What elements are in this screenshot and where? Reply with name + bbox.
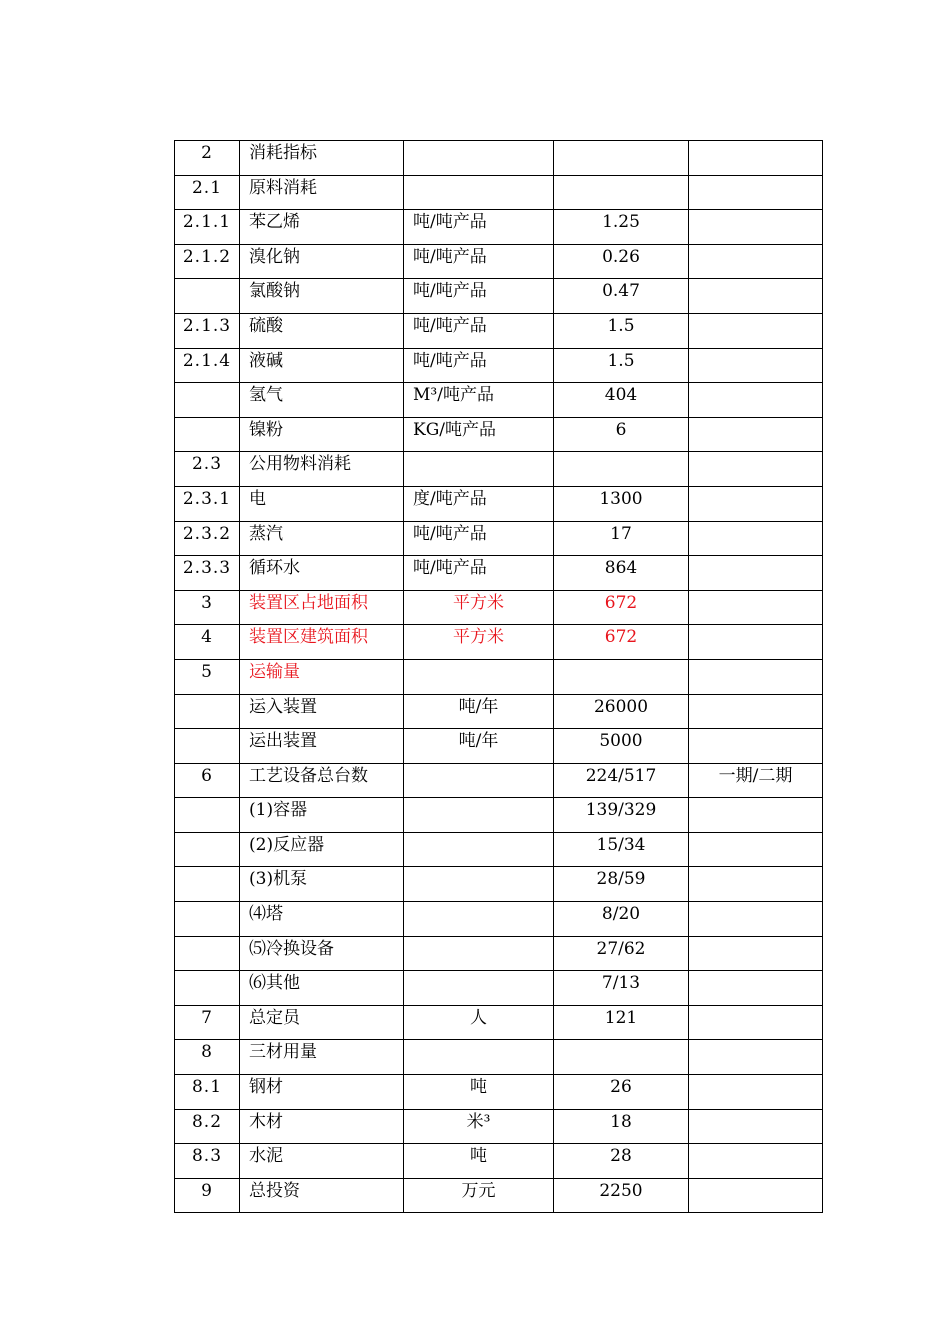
item-name-cell: 总定员 [240,1005,404,1040]
unit-cell: 吨/吨产品 [404,244,554,279]
note-cell [689,486,823,521]
value-cell: 0.47 [554,279,689,314]
note-cell [689,1075,823,1110]
item-name-cell: 循环水 [240,556,404,591]
item-name-cell: ⑹其他 [240,971,404,1006]
item-name-cell: 苯乙烯 [240,210,404,245]
note-cell [689,590,823,625]
note-cell [689,210,823,245]
note-cell [689,625,823,660]
item-name-cell: 总投资 [240,1178,404,1213]
unit-cell [404,971,554,1006]
unit-cell: 米³ [404,1109,554,1144]
table-row [175,763,823,798]
item-name-cell: 液碱 [240,348,404,383]
table-row [175,210,823,245]
value-cell: 121 [554,1005,689,1040]
row-number-cell [175,383,240,418]
note-cell [689,141,823,176]
unit-cell: 吨/吨产品 [404,210,554,245]
note-cell [689,1144,823,1179]
table-row [175,832,823,867]
unit-cell: 人 [404,1005,554,1040]
table-row [175,659,823,694]
value-cell: 139/329 [554,798,689,833]
table-row [175,867,823,902]
row-number-cell: 2.1.2 [175,244,240,279]
table-row [175,141,823,176]
table-row [175,417,823,452]
table-row [175,971,823,1006]
value-cell: 27/62 [554,936,689,971]
row-number-cell [175,798,240,833]
value-cell: 2250 [554,1178,689,1213]
unit-cell [404,832,554,867]
note-cell [689,659,823,694]
row-number-cell [175,417,240,452]
value-cell: 0.26 [554,244,689,279]
row-number-cell: 8.3 [175,1144,240,1179]
unit-cell: 吨/吨产品 [404,348,554,383]
table-row [175,694,823,729]
unit-cell: KG/吨产品 [404,417,554,452]
table-row [175,313,823,348]
value-cell: 1.5 [554,313,689,348]
value-cell: 17 [554,521,689,556]
item-name-cell: ⑸冷换设备 [240,936,404,971]
value-cell [554,1040,689,1075]
value-cell: 864 [554,556,689,591]
item-name-cell: 氯酸钠 [240,279,404,314]
item-name-cell: (2)反应器 [240,832,404,867]
unit-cell: 吨/吨产品 [404,556,554,591]
item-name-cell: 钢材 [240,1075,404,1110]
note-cell [689,867,823,902]
item-name-cell: 电 [240,486,404,521]
unit-cell [404,902,554,937]
row-number-cell: 3 [175,590,240,625]
unit-cell: 吨/年 [404,729,554,764]
row-number-cell [175,279,240,314]
value-cell: 7/13 [554,971,689,1006]
table-row [175,1178,823,1213]
note-cell [689,1005,823,1040]
value-cell: 1.25 [554,210,689,245]
value-cell: 5000 [554,729,689,764]
note-cell [689,902,823,937]
unit-cell: 万元 [404,1178,554,1213]
note-cell [689,348,823,383]
note-cell [689,1040,823,1075]
value-cell: 18 [554,1109,689,1144]
item-name-cell: 消耗指标 [240,141,404,176]
table-row [175,279,823,314]
item-name-cell: 硫酸 [240,313,404,348]
note-cell [689,936,823,971]
unit-cell: 平方米 [404,590,554,625]
item-name-cell: (1)容器 [240,798,404,833]
unit-cell [404,659,554,694]
row-number-cell [175,867,240,902]
unit-cell [404,141,554,176]
note-cell: 一期/二期 [689,763,823,798]
unit-cell: 吨/吨产品 [404,521,554,556]
value-cell: 224/517 [554,763,689,798]
unit-cell [404,798,554,833]
item-name-cell: 镍粉 [240,417,404,452]
unit-cell: 吨 [404,1144,554,1179]
unit-cell: 吨 [404,1075,554,1110]
item-name-cell: 氢气 [240,383,404,418]
table-row [175,383,823,418]
item-name-cell: 木材 [240,1109,404,1144]
note-cell [689,417,823,452]
row-number-cell: 8.2 [175,1109,240,1144]
value-cell: 672 [554,625,689,660]
item-name-cell: 装置区建筑面积 [240,625,404,660]
row-number-cell [175,832,240,867]
unit-cell: 吨/吨产品 [404,279,554,314]
row-number-cell: 2 [175,141,240,176]
value-cell: 15/34 [554,832,689,867]
item-name-cell: 三材用量 [240,1040,404,1075]
table-row [175,590,823,625]
note-cell [689,244,823,279]
unit-cell [404,452,554,487]
table-row [175,556,823,591]
value-cell: 1300 [554,486,689,521]
table-row [175,348,823,383]
value-cell [554,659,689,694]
row-number-cell: 2.1.1 [175,210,240,245]
note-cell [689,521,823,556]
row-number-cell: 9 [175,1178,240,1213]
value-cell: 6 [554,417,689,452]
item-name-cell: 原料消耗 [240,175,404,210]
table-row [175,452,823,487]
table-row [175,1005,823,1040]
item-name-cell: 运出装置 [240,729,404,764]
item-name-cell: 运入装置 [240,694,404,729]
value-cell: 28/59 [554,867,689,902]
table-row [175,936,823,971]
row-number-cell [175,694,240,729]
note-cell [689,1178,823,1213]
note-cell [689,452,823,487]
row-number-cell: 2.3.3 [175,556,240,591]
unit-cell [404,175,554,210]
value-cell: 26000 [554,694,689,729]
table-row [175,798,823,833]
value-cell: 28 [554,1144,689,1179]
item-name-cell: 溴化钠 [240,244,404,279]
value-cell [554,175,689,210]
unit-cell [404,936,554,971]
row-number-cell: 6 [175,763,240,798]
unit-cell: 度/吨产品 [404,486,554,521]
table-row [175,486,823,521]
unit-cell [404,1040,554,1075]
note-cell [689,694,823,729]
item-name-cell: 公用物料消耗 [240,452,404,487]
note-cell [689,729,823,764]
row-number-cell: 8 [175,1040,240,1075]
table-row [175,1075,823,1110]
row-number-cell: 4 [175,625,240,660]
row-number-cell: 2.3.2 [175,521,240,556]
value-cell: 26 [554,1075,689,1110]
unit-cell: M³/吨产品 [404,383,554,418]
table-row [175,175,823,210]
note-cell [689,383,823,418]
note-cell [689,279,823,314]
row-number-cell: 8.1 [175,1075,240,1110]
item-name-cell: 装置区占地面积 [240,590,404,625]
row-number-cell: 2.1.3 [175,313,240,348]
row-number-cell: 7 [175,1005,240,1040]
row-number-cell: 2.1 [175,175,240,210]
value-cell: 404 [554,383,689,418]
row-number-cell [175,902,240,937]
note-cell [689,1109,823,1144]
table-row [175,244,823,279]
row-number-cell: 2.3.1 [175,486,240,521]
note-cell [689,832,823,867]
item-name-cell: ⑷塔 [240,902,404,937]
table-row [175,625,823,660]
note-cell [689,175,823,210]
unit-cell [404,763,554,798]
row-number-cell: 5 [175,659,240,694]
item-name-cell: 工艺设备总台数 [240,763,404,798]
unit-cell: 吨/吨产品 [404,313,554,348]
table-row [175,521,823,556]
table-row [175,1109,823,1144]
note-cell [689,798,823,833]
row-number-cell [175,936,240,971]
row-number-cell [175,729,240,764]
value-cell [554,141,689,176]
value-cell [554,452,689,487]
item-name-cell: 蒸汽 [240,521,404,556]
row-number-cell: 2.1.4 [175,348,240,383]
table-row [175,1144,823,1179]
table-row [175,729,823,764]
item-name-cell: 水泥 [240,1144,404,1179]
note-cell [689,556,823,591]
table-row [175,902,823,937]
value-cell: 1.5 [554,348,689,383]
note-cell [689,313,823,348]
item-name-cell: (3)机泵 [240,867,404,902]
table-row [175,1040,823,1075]
unit-cell: 吨/年 [404,694,554,729]
item-name-cell: 运输量 [240,659,404,694]
value-cell: 8/20 [554,902,689,937]
table-body [175,141,823,1213]
unit-cell [404,867,554,902]
row-number-cell [175,971,240,1006]
row-number-cell: 2.3 [175,452,240,487]
note-cell [689,971,823,1006]
consumption-index-table [174,140,823,1213]
unit-cell: 平方米 [404,625,554,660]
value-cell: 672 [554,590,689,625]
